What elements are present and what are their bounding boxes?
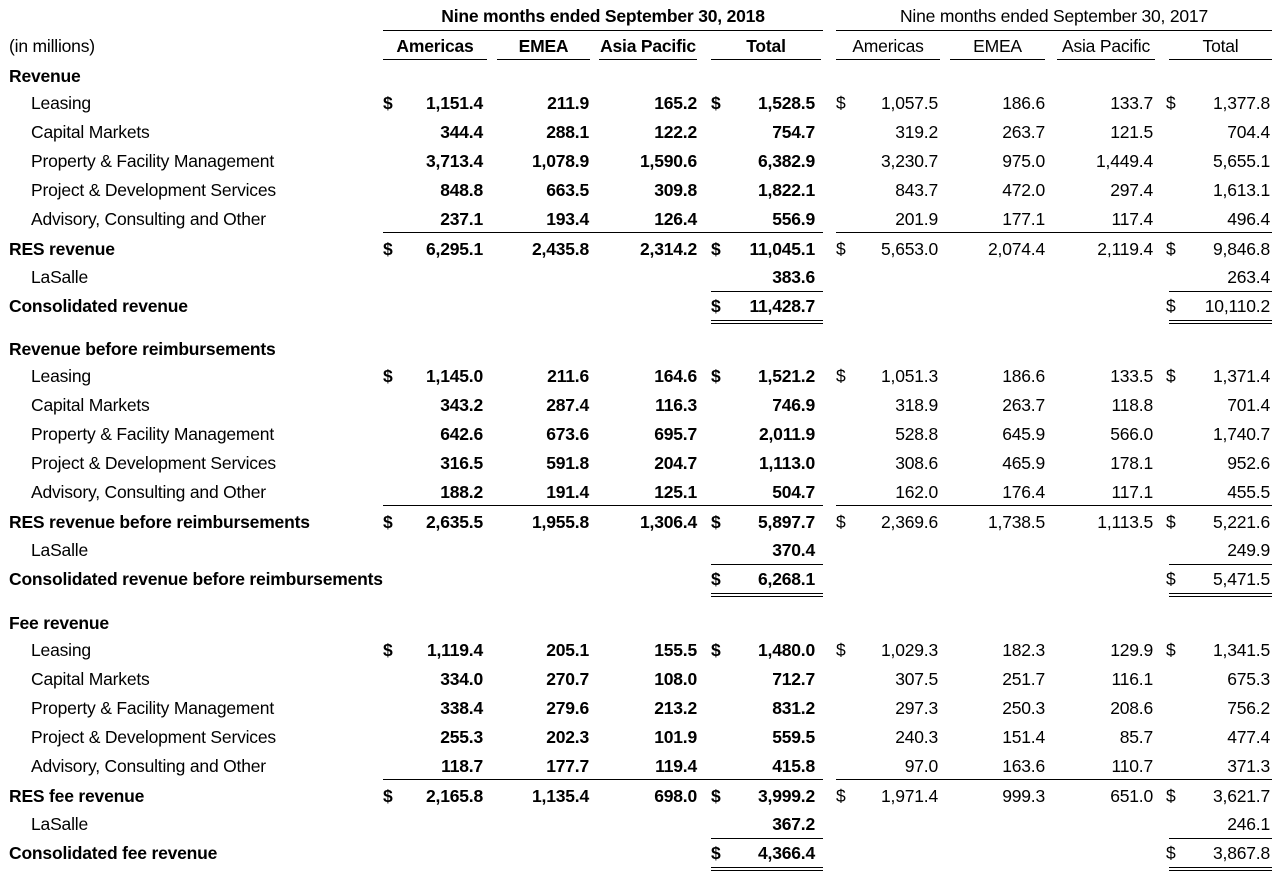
double-underline-2017	[1169, 593, 1272, 594]
value-2018: 556.9	[772, 209, 815, 229]
currency-symbol: $	[711, 512, 721, 532]
value-2018: 831.2	[772, 698, 815, 718]
currency-symbol: $	[711, 640, 721, 660]
subtotal-value-2018: 1,135.4	[532, 786, 589, 806]
value-2018: 101.9	[654, 727, 697, 747]
double-underline-2017	[1169, 320, 1272, 321]
section-title: Revenue	[9, 66, 81, 86]
subtotal-value-2018: 5,897.7	[758, 512, 815, 532]
double-underline-2018	[711, 320, 823, 321]
period-2017-rule	[836, 30, 1272, 31]
value-2018: 2,011.9	[758, 424, 815, 444]
value-2017: 528.8	[895, 424, 938, 444]
line-item-label: Capital Markets	[31, 122, 150, 142]
value-2017: 975.0	[1002, 151, 1045, 171]
value-2018: 848.8	[440, 180, 483, 200]
value-2017: 675.3	[1227, 669, 1270, 689]
value-2018: 1,822.1	[758, 180, 815, 200]
currency-symbol: $	[711, 296, 721, 316]
value-2018: 155.5	[654, 640, 697, 660]
line-item-label: Capital Markets	[31, 669, 150, 689]
currency-symbol: $	[836, 512, 846, 532]
total-rule-2017	[1169, 291, 1272, 292]
line-item-label: Leasing	[31, 366, 91, 386]
value-2018: 255.3	[440, 727, 483, 747]
lasalle-value-2017: 246.1	[1227, 814, 1270, 834]
value-2017: 704.4	[1227, 122, 1270, 142]
value-2018: 279.6	[546, 698, 589, 718]
consolidated-total-value-2017: 3,867.8	[1213, 843, 1270, 863]
value-2018: 237.1	[440, 209, 483, 229]
column-header-rule-2017	[1057, 59, 1155, 60]
currency-symbol: $	[383, 512, 393, 532]
column-header-rule-2017	[1169, 59, 1272, 60]
column-header-2018-asia-pacific: Asia Pacific	[600, 36, 696, 56]
value-2017: 319.2	[895, 122, 938, 142]
line-item-label: Property & Facility Management	[31, 424, 274, 444]
currency-symbol: $	[836, 786, 846, 806]
value-2018: 119.4	[655, 756, 697, 776]
value-2018: 334.0	[440, 669, 483, 689]
subtotal-value-2018: 6,295.1	[426, 239, 483, 259]
value-2018: 204.7	[654, 453, 697, 473]
subtotal-value-2018: 698.0	[654, 786, 697, 806]
value-2018: 754.7	[772, 122, 815, 142]
value-2017: 85.7	[1119, 727, 1153, 747]
value-2018: 165.2	[654, 93, 697, 113]
value-2017: 1,371.4	[1213, 366, 1270, 386]
currency-symbol: $	[1166, 843, 1176, 863]
value-2018: 108.0	[654, 669, 697, 689]
currency-symbol: $	[711, 93, 721, 113]
value-2017: 307.5	[895, 669, 938, 689]
line-item-label: Leasing	[31, 640, 91, 660]
subtotal-value-2017: 2,119.4	[1097, 239, 1153, 259]
lasalle-value-2017: 263.4	[1227, 267, 1270, 287]
value-2017: 455.5	[1227, 482, 1270, 502]
value-2018: 712.7	[772, 669, 815, 689]
subtotal-rule-2017	[836, 505, 1272, 506]
subtotal-rule-2017	[836, 232, 1272, 233]
value-2017: 117.4	[1111, 209, 1153, 229]
line-item-label: Leasing	[31, 93, 91, 113]
line-item-label: Project & Development Services	[31, 180, 276, 200]
column-header-rule-2017	[950, 59, 1045, 60]
double-underline-2017	[1169, 323, 1272, 324]
value-2017: 297.3	[895, 698, 938, 718]
currency-symbol: $	[836, 366, 846, 386]
value-2018: 316.5	[440, 453, 483, 473]
value-2018: 1,151.4	[426, 93, 483, 113]
value-2017: 1,740.7	[1213, 424, 1270, 444]
value-2017: 1,029.3	[881, 640, 938, 660]
value-2017: 496.4	[1227, 209, 1270, 229]
value-2017: 208.6	[1110, 698, 1153, 718]
line-item-label: Advisory, Consulting and Other	[31, 482, 266, 502]
value-2018: 287.4	[546, 395, 589, 415]
value-2017: 186.6	[1002, 366, 1045, 386]
value-2018: 191.4	[546, 482, 589, 502]
value-2017: 1,377.8	[1213, 93, 1270, 113]
value-2017: 263.7	[1002, 122, 1045, 142]
value-2018: 6,382.9	[758, 151, 815, 171]
value-2018: 205.1	[546, 640, 589, 660]
value-2018: 504.7	[772, 482, 815, 502]
subtotal-value-2018: 2,165.8	[426, 786, 483, 806]
value-2018: 118.7	[441, 756, 483, 776]
value-2017: 117.1	[1111, 482, 1153, 502]
currency-symbol: $	[1166, 786, 1176, 806]
period-header-2017: Nine months ended September 30, 2017	[899, 6, 1208, 26]
value-2018: 177.7	[546, 756, 589, 776]
subtotal-value-2017: 1,738.5	[988, 512, 1045, 532]
currency-symbol: $	[836, 239, 846, 259]
currency-symbol: $	[383, 640, 393, 660]
currency-symbol: $	[1166, 93, 1176, 113]
value-2017: 177.1	[1002, 209, 1045, 229]
subtotal-value-2017: 5,653.0	[881, 239, 938, 259]
column-header-rule-2017	[836, 59, 940, 60]
subtotal-value-2017: 9,846.8	[1213, 239, 1270, 259]
consolidated-total-value-2018: 6,268.1	[758, 569, 815, 589]
value-2018: 193.4	[546, 209, 589, 229]
value-2017: 1,057.5	[881, 93, 938, 113]
value-2018: 125.1	[654, 482, 697, 502]
value-2017: 182.3	[1002, 640, 1045, 660]
value-2017: 162.0	[895, 482, 938, 502]
value-2017: 756.2	[1227, 698, 1270, 718]
value-2018: 338.4	[440, 698, 483, 718]
value-2018: 1,145.0	[426, 366, 483, 386]
consolidated-total-value-2017: 10,110.2	[1204, 296, 1270, 316]
lasalle-label: LaSalle	[31, 814, 88, 834]
currency-symbol: $	[383, 93, 393, 113]
currency-symbol: $	[383, 786, 393, 806]
value-2017: 371.3	[1227, 756, 1270, 776]
column-header-2018-total: Total	[746, 36, 786, 56]
currency-symbol: $	[836, 93, 846, 113]
value-2018: 211.9	[547, 93, 589, 113]
value-2017: 952.6	[1227, 453, 1270, 473]
double-underline-2017	[1169, 867, 1272, 868]
value-2018: 1,119.4	[426, 640, 483, 660]
lasalle-value-2018: 367.2	[772, 814, 815, 834]
value-2017: 176.4	[1002, 482, 1045, 502]
value-2018: 591.8	[546, 453, 589, 473]
column-header-2017-americas: Americas	[852, 36, 924, 56]
value-2017: 263.7	[1002, 395, 1045, 415]
value-2018: 343.2	[440, 395, 483, 415]
value-2018: 415.8	[772, 756, 815, 776]
lasalle-label: LaSalle	[31, 267, 88, 287]
value-2018: 663.5	[546, 180, 589, 200]
value-2017: 297.4	[1110, 180, 1153, 200]
currency-symbol: $	[383, 366, 393, 386]
double-underline-2018	[711, 593, 823, 594]
currency-symbol: $	[836, 640, 846, 660]
value-2017: 472.0	[1002, 180, 1045, 200]
subtotal-rule-2017	[836, 779, 1272, 780]
value-2018: 213.2	[654, 698, 697, 718]
value-2017: 163.6	[1002, 756, 1045, 776]
period-2018-rule	[383, 30, 823, 31]
value-2017: 5,655.1	[1213, 151, 1270, 171]
value-2018: 1,078.9	[532, 151, 589, 171]
line-item-label: Advisory, Consulting and Other	[31, 209, 266, 229]
value-2018: 344.4	[440, 122, 483, 142]
section-title: Fee revenue	[9, 613, 109, 633]
currency-symbol: $	[1166, 239, 1176, 259]
value-2018: 695.7	[654, 424, 697, 444]
line-item-label: Property & Facility Management	[31, 698, 274, 718]
column-header-rule-2018	[599, 59, 697, 60]
value-2017: 250.3	[1002, 698, 1045, 718]
currency-symbol: $	[711, 239, 721, 259]
double-underline-2018	[711, 870, 823, 871]
value-2018: 164.6	[654, 366, 697, 386]
period-header-2018: Nine months ended September 30, 2018	[441, 6, 765, 26]
consolidated-total-value-2017: 5,471.5	[1213, 569, 1270, 589]
subtotal-rule-2018	[383, 779, 823, 780]
value-2017: 1,449.4	[1096, 151, 1153, 171]
value-2018: 211.6	[547, 366, 589, 386]
currency-symbol: $	[711, 569, 721, 589]
value-2017: 308.6	[895, 453, 938, 473]
lasalle-value-2018: 370.4	[772, 540, 815, 560]
line-item-label: Property & Facility Management	[31, 151, 274, 171]
value-2017: 477.4	[1227, 727, 1270, 747]
subtotal-value-2017: 5,221.6	[1213, 512, 1270, 532]
value-2018: 559.5	[772, 727, 815, 747]
value-2018: 1,528.5	[758, 93, 815, 113]
currency-symbol: $	[1166, 512, 1176, 532]
units-label: (in millions)	[9, 36, 95, 56]
value-2018: 1,113.0	[758, 453, 815, 473]
value-2018: 309.8	[654, 180, 697, 200]
subtotal-value-2018: 2,314.2	[640, 239, 697, 259]
column-header-rule-2018	[497, 59, 590, 60]
subtotal-value-2017: 2,074.4	[988, 239, 1045, 259]
subtotal-value-2017: 1,113.5	[1097, 512, 1153, 532]
consolidated-total-label: Consolidated revenue before reimbursements	[9, 569, 383, 589]
value-2017: 133.5	[1110, 366, 1153, 386]
total-rule-2018	[711, 838, 823, 839]
currency-symbol: $	[711, 786, 721, 806]
value-2017: 178.1	[1110, 453, 1153, 473]
lasalle-label: LaSalle	[31, 540, 88, 560]
double-underline-2017	[1169, 596, 1272, 597]
value-2017: 116.1	[1111, 669, 1153, 689]
value-2017: 186.6	[1002, 93, 1045, 113]
value-2017: 151.4	[1002, 727, 1045, 747]
value-2017: 240.3	[895, 727, 938, 747]
subtotal-value-2018: 3,999.2	[758, 786, 815, 806]
value-2017: 118.8	[1111, 395, 1153, 415]
total-rule-2017	[1169, 838, 1272, 839]
currency-symbol: $	[1166, 569, 1176, 589]
value-2017: 3,230.7	[881, 151, 938, 171]
value-2018: 642.6	[440, 424, 483, 444]
value-2017: 133.7	[1110, 93, 1153, 113]
value-2018: 1,590.6	[640, 151, 697, 171]
subtotal-value-2017: 999.3	[1002, 786, 1045, 806]
value-2018: 122.2	[654, 122, 697, 142]
consolidated-total-label: Consolidated revenue	[9, 296, 188, 316]
subtotal-label: RES fee revenue	[9, 786, 145, 806]
subtotal-value-2017: 651.0	[1110, 786, 1153, 806]
value-2017: 1,341.5	[1213, 640, 1270, 660]
currency-symbol: $	[383, 239, 393, 259]
value-2018: 746.9	[772, 395, 815, 415]
value-2018: 202.3	[546, 727, 589, 747]
subtotal-value-2017: 3,621.7	[1213, 786, 1270, 806]
total-rule-2017	[1169, 564, 1272, 565]
value-2017: 566.0	[1110, 424, 1153, 444]
value-2018: 270.7	[546, 669, 589, 689]
value-2017: 318.9	[895, 395, 938, 415]
subtotal-value-2018: 11,045.1	[749, 239, 815, 259]
subtotal-value-2018: 1,306.4	[640, 512, 697, 532]
line-item-label: Project & Development Services	[31, 453, 276, 473]
currency-symbol: $	[1166, 366, 1176, 386]
value-2018: 1,480.0	[758, 640, 815, 660]
value-2017: 110.7	[1111, 756, 1153, 776]
currency-symbol: $	[1166, 296, 1176, 316]
lasalle-value-2017: 249.9	[1227, 540, 1270, 560]
value-2018: 188.2	[440, 482, 483, 502]
value-2017: 1,613.1	[1213, 180, 1270, 200]
value-2017: 645.9	[1002, 424, 1045, 444]
subtotal-label: RES revenue	[9, 239, 115, 259]
column-header-2018-emea: EMEA	[518, 36, 569, 56]
column-header-2017-total: Total	[1202, 36, 1239, 56]
column-header-rule-2018	[383, 59, 487, 60]
value-2017: 1,051.3	[881, 366, 938, 386]
column-header-2017-emea: EMEA	[973, 36, 1022, 56]
value-2017: 843.7	[895, 180, 938, 200]
total-rule-2018	[711, 564, 823, 565]
value-2018: 673.6	[546, 424, 589, 444]
value-2018: 1,521.2	[758, 366, 815, 386]
subtotal-value-2018: 2,435.8	[532, 239, 589, 259]
line-item-label: Advisory, Consulting and Other	[31, 756, 266, 776]
double-underline-2018	[711, 867, 823, 868]
consolidated-total-value-2018: 11,428.7	[749, 296, 815, 316]
value-2017: 701.4	[1227, 395, 1270, 415]
column-header-2017-asia-pacific: Asia Pacific	[1061, 36, 1151, 56]
subtotal-value-2017: 2,369.6	[881, 512, 938, 532]
lasalle-value-2018: 383.6	[772, 267, 815, 287]
subtotal-value-2017: 1,971.4	[881, 786, 938, 806]
section-title: Revenue before reimbursements	[9, 339, 276, 359]
column-header-2018-americas: Americas	[396, 36, 474, 56]
line-item-label: Project & Development Services	[31, 727, 276, 747]
value-2017: 201.9	[895, 209, 938, 229]
total-rule-2018	[711, 291, 823, 292]
value-2017: 465.9	[1002, 453, 1045, 473]
currency-symbol: $	[1166, 640, 1176, 660]
subtotal-label: RES revenue before reimbursements	[9, 512, 310, 532]
subtotal-rule-2018	[383, 232, 823, 233]
subtotal-value-2018: 1,955.8	[532, 512, 589, 532]
currency-symbol: $	[711, 843, 721, 863]
consolidated-total-label: Consolidated fee revenue	[9, 843, 218, 863]
value-2017: 121.5	[1110, 122, 1153, 142]
value-2018: 116.3	[655, 395, 697, 415]
double-underline-2018	[711, 596, 823, 597]
value-2018: 3,713.4	[426, 151, 483, 171]
double-underline-2017	[1169, 870, 1272, 871]
double-underline-2018	[711, 323, 823, 324]
value-2017: 251.7	[1002, 669, 1045, 689]
consolidated-total-value-2018: 4,366.4	[758, 843, 815, 863]
value-2018: 288.1	[546, 122, 589, 142]
subtotal-rule-2018	[383, 505, 823, 506]
currency-symbol: $	[711, 366, 721, 386]
value-2017: 129.9	[1110, 640, 1153, 660]
value-2018: 126.4	[654, 209, 697, 229]
subtotal-value-2018: 2,635.5	[426, 512, 483, 532]
line-item-label: Capital Markets	[31, 395, 150, 415]
value-2017: 97.0	[904, 756, 938, 776]
column-header-rule-2018	[711, 59, 821, 60]
